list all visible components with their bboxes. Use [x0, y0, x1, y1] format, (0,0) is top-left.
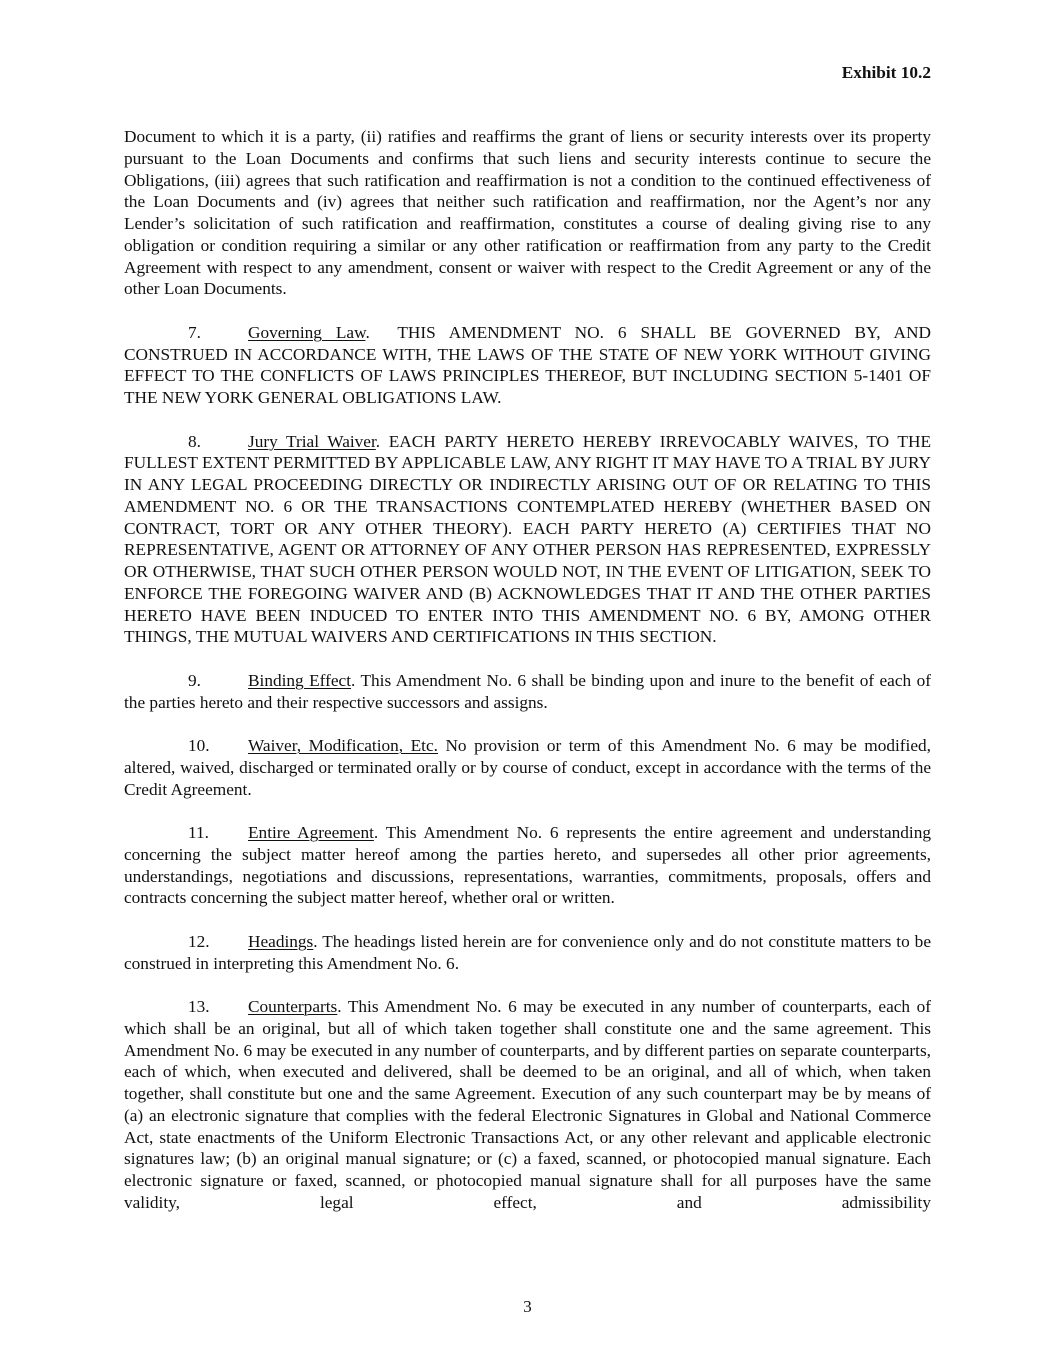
section-heading: Headings [248, 931, 314, 951]
section-governing-law [124, 322, 936, 409]
section-number: 10. [188, 736, 210, 755]
section-number: 13. [188, 997, 210, 1016]
section-text: THIS AMENDMENT NO. 6 SHALL BE GOVERNED BY, AND CONSTRUED IN ACCORDANCE WITH, THE LAWS OF THE STATE OF NEW YORK WITHOUT GIVING EFFECT TO THE CONFLICTS OF LAWS PRINCIPLES THEREOF, BUT INCLUDING SECTION 5-1401 OF THE NEW YORK GENERAL OBLIGATIONS LAW. [124, 322, 936, 407]
section-heading: Entire Agreement [248, 823, 374, 842]
section-headings [124, 931, 931, 975]
section-number: 8. [188, 431, 201, 451]
section-heading-suffix: . [373, 823, 379, 842]
section-number: 7. [188, 322, 201, 342]
section-heading-suffix: . [337, 997, 342, 1016]
continuation-paragraph: Document to which it is a party, (ii) ratifies and reaffirms the grant of liens or security interests over its property pursuant to the Loan Documents and confirms that such liens and security interests continue to secure the Obligations, (iii) agrees that such ratification and reaffirmation is not a condition to the continued effectiveness of the Loan Documents and (iv) agrees that neither such ratification and reaffirmation, nor the Agent’s nor any Lender’s solicitation of such ratification and reaffirmation, constitutes a course of dealing giving rise to any obligation or condition requiring a similar or any other ratification or reaffirmation from any party to the Credit Agreement with respect to any amendment, consent or waiver with respect to the Credit Agreement or any of the other Loan Documents. [124, 127, 931, 299]
section-number: 9. [188, 670, 201, 690]
section-binding-effect [124, 670, 931, 714]
section-number: 11. [188, 823, 209, 842]
section-counterparts [124, 996, 931, 1214]
section-heading-suffix: . [313, 931, 318, 951]
section-text: This Amendment No. 6 shall be binding upon and inure to the benefit of each of the parties hereto and their respective successors and assigns. [124, 670, 931, 712]
section-heading: Jury Trial Waiver [248, 431, 376, 451]
section-jury-trial-waiver [124, 431, 931, 649]
page-number: 3 [523, 1297, 532, 1316]
section-heading-suffix: . [365, 322, 370, 342]
section-number: 12. [188, 931, 210, 951]
section-text: The headings listed herein are for convenience only and do not constitute matters to be construed in interpreting this Amendment No. 6. [124, 931, 931, 973]
section-heading: Waiver, Modification, Etc. [248, 736, 438, 755]
section-text: This Amendment No. 6 represents the entire agreement and understanding concerning the subject matter hereof among the parties hereto, and supersedes all other prior agreements, understandings, negotiations and discussions, representations, warranties, commitments, proposals, offers and contracts concerning the subject matter hereof, whether oral or written. [124, 823, 931, 908]
section-heading: Binding Effect [248, 670, 352, 690]
section-heading-suffix: . [351, 670, 356, 690]
section-text: No provision or term of this Amendment No. 6 may be modified, altered, waived, discharged or terminated orally or by course of conduct, except in accordance with the terms of the Credit Agreement. [124, 736, 931, 799]
section-heading: Governing Law [248, 322, 366, 342]
section-entire-agreement [124, 822, 931, 909]
exhibit-label: Exhibit 10.2 [841, 63, 931, 82]
section-text: EACH PARTY HERETO HEREBY IRREVOCABLY WAIVES, TO THE FULLEST EXTENT PERMITTED BY APPLICABLE LAW, ANY RIGHT IT MAY HAVE TO A TRIAL BY JURY IN ANY LEGAL PROCEEDING DIRECTLY OR INDIRECTLY ARISING OUT OF OR RELATING TO THIS AMENDMENT NO. 6 OR THE TRANSACTIONS CONTEMPLATED HEREBY (WHETHER BASED ON CONTRACT, TORT OR ANY OTHER THEORY). EACH PARTY HERETO (A) CERTIFIES THAT NO REPRESENTATIVE, AGENT OR ATTORNEY OF ANY OTHER PERSON HAS REPRESENTED, EXPRESSLY OR OTHERWISE, THAT SUCH OTHER PERSON WOULD NOT, IN THE EVENT OF LITIGATION, SEEK TO ENFORCE THE FOREGOING WAIVER AND (B) ACKNOWLEDGES THAT IT AND THE OTHER PARTIES HERETO HAVE BEEN INDUCED TO ENTER INTO THIS AMENDMENT NO. 6 BY, AMONG OTHER THINGS, THE MUTUAL WAIVERS AND CERTIFICATIONS IN THIS SECTION. [124, 431, 931, 647]
section-text: This Amendment No. 6 may be executed in any number of counterparts, each of which shall be an original, but all of which taken together shall constitute one and the same agreement. This Amendment No. 6 may be executed in any number of counterparts, and by different parties on separate counterparts, each of which, when executed and delivered, shall be deemed to be an original, and all of which, when taken together, shall constitute but one and the same Agreement. Execution of any such counterpart may be by means of (a) an electronic signature that complies with the federal Electronic Signatures in Global and National Commerce Act, state enactments of the Uniform Electronic Transactions Act, or any other relevant and applicable electronic signatures law; (b) an original manual signature; or (c) a faxed, scanned, or photocopied manual signature. Each electronic signature or faxed, scanned, or photocopied manual signature shall for all purposes have the same validity, legal effect, and admissibility [124, 997, 931, 1212]
document-body [124, 126, 936, 1235]
section-heading-suffix: . [375, 431, 381, 451]
section-waiver-modification [124, 735, 931, 800]
section-heading: Counterparts [248, 997, 338, 1016]
